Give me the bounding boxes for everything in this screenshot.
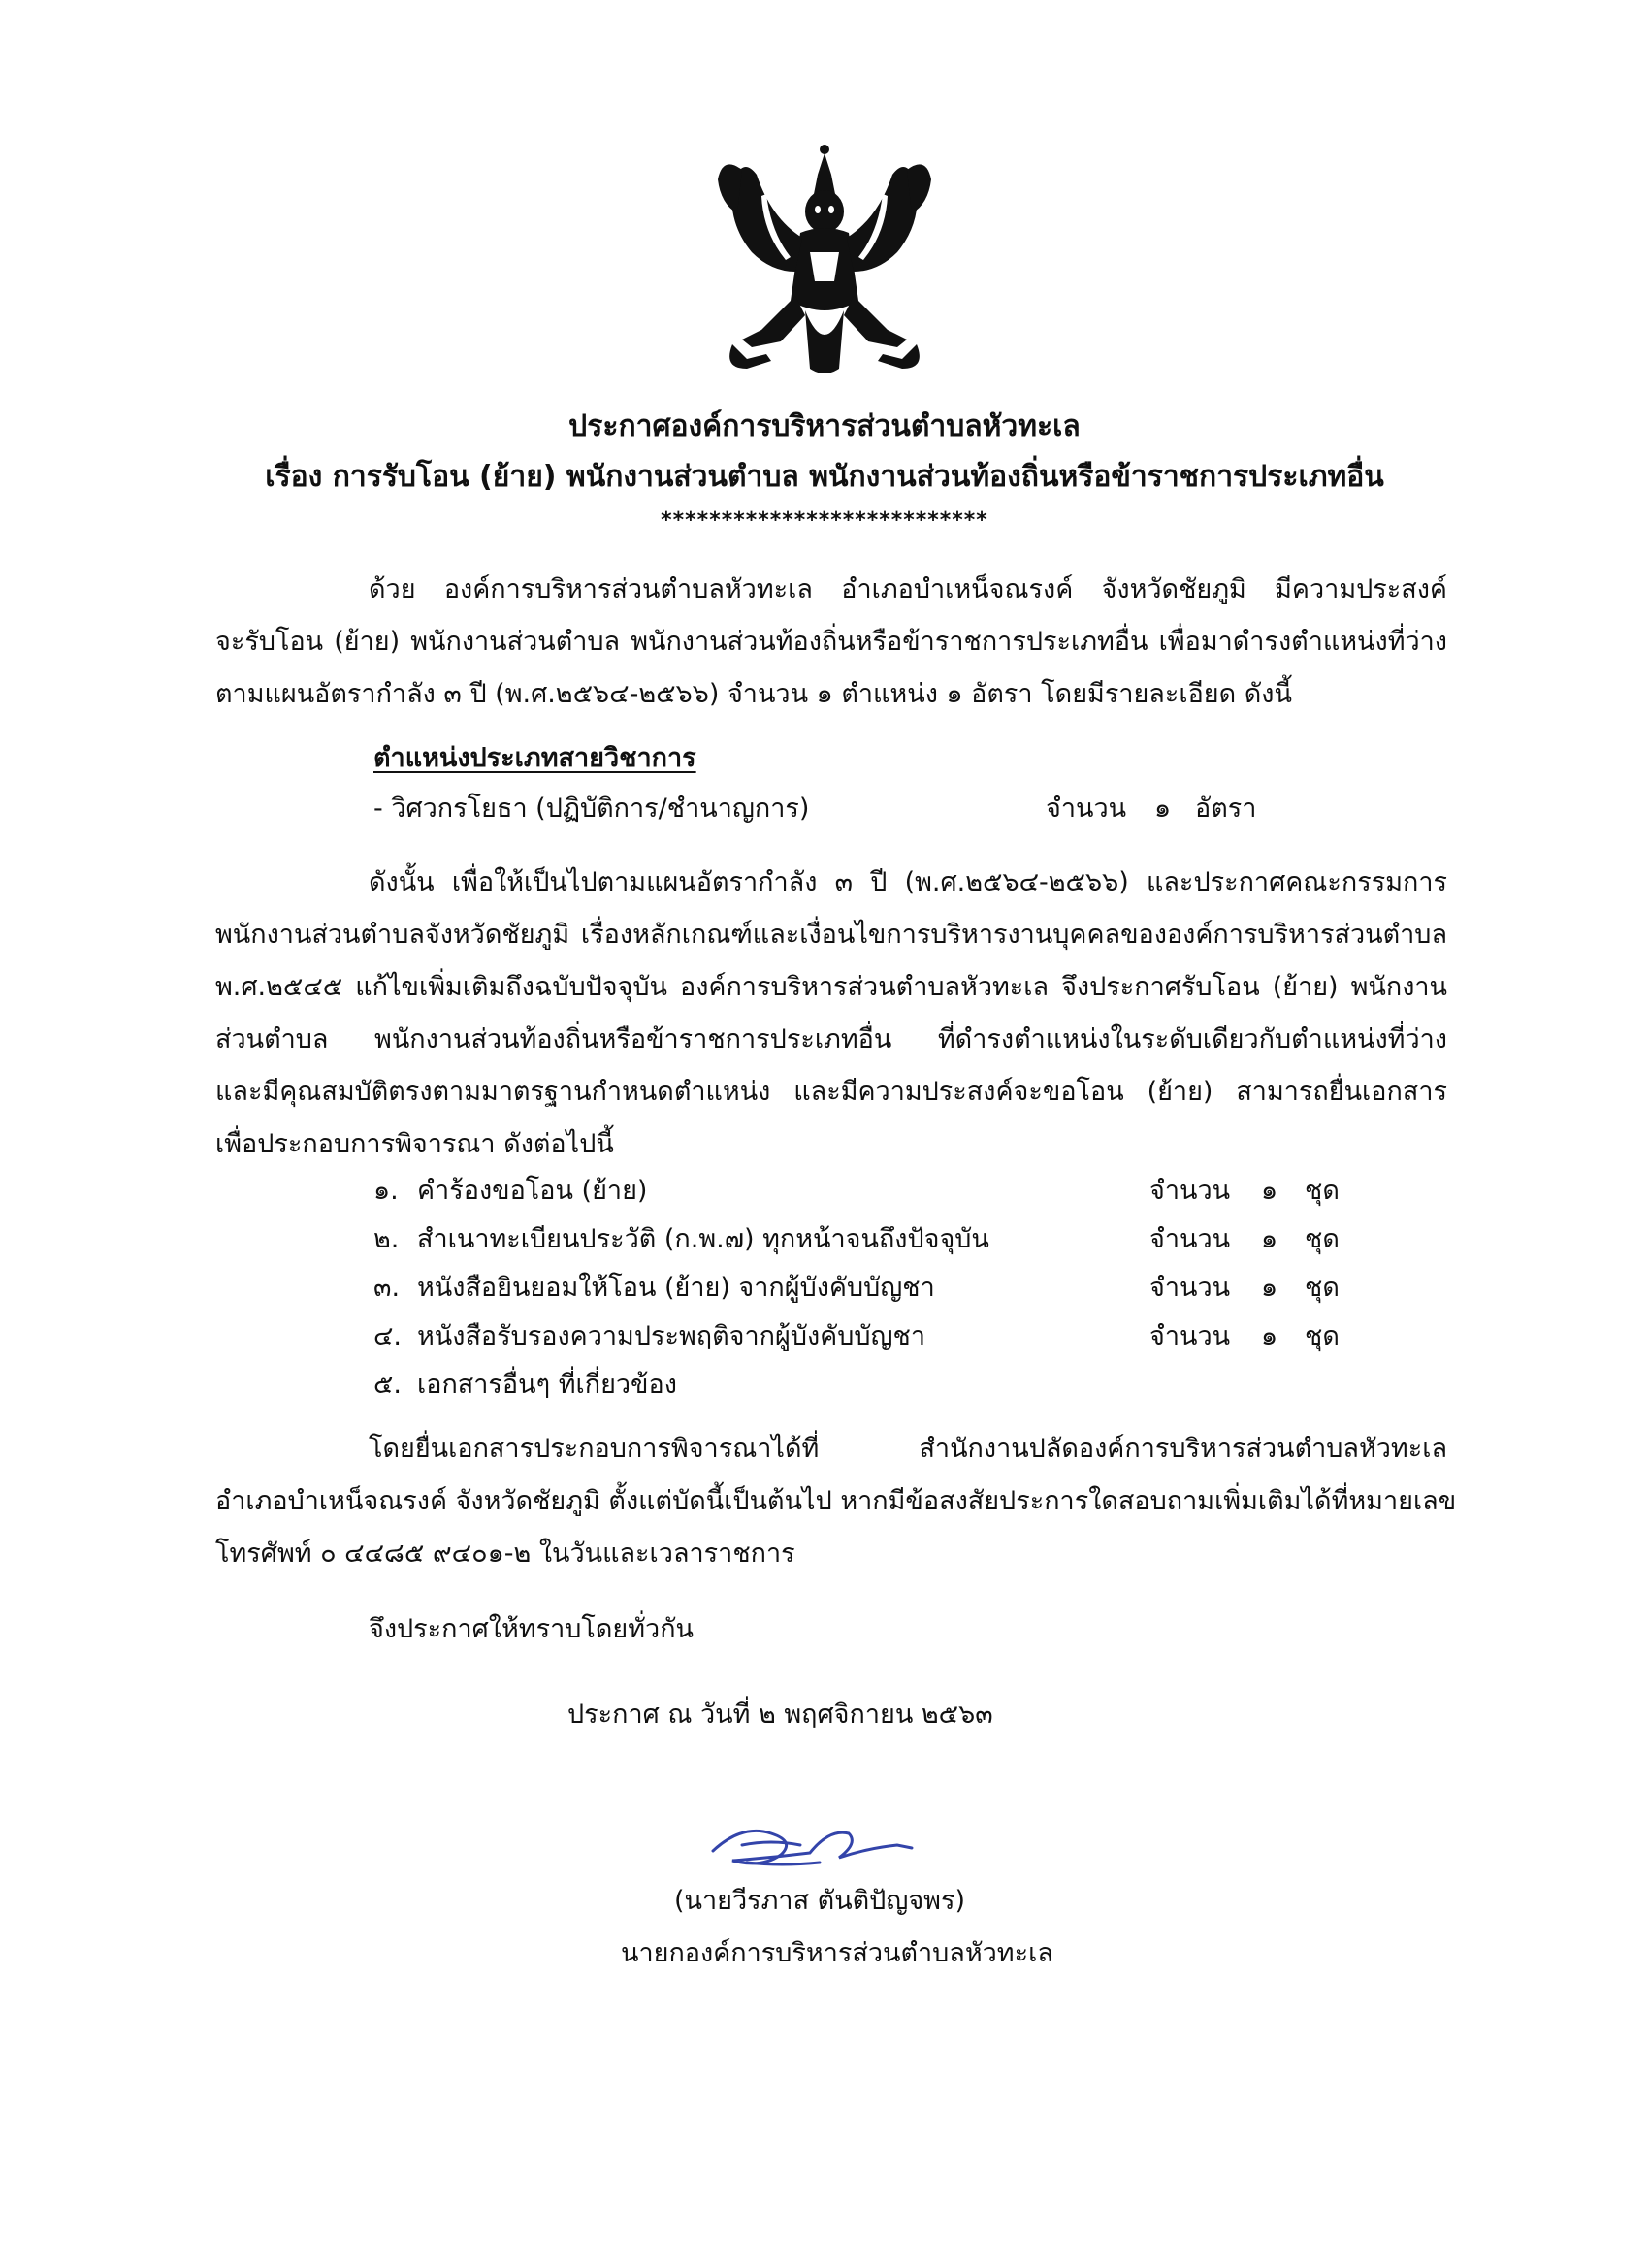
position-heading: ตำแหน่งประเภทสายวิชาการ: [373, 743, 696, 773]
position-item-label: - วิศวกรโยธา (ปฏิบัติการ/ชำนาญการ): [373, 794, 810, 824]
document-count: ๑: [1261, 1273, 1278, 1303]
closing-announcement: จึงประกาศให้ทราบโดยทั่วกัน: [369, 1614, 694, 1644]
announcement-date: ประกาศ ณ วันที่ ๒ พฤศจิกายน ๒๕๖๓: [567, 1700, 993, 1730]
garuda-emblem-icon: [713, 136, 936, 378]
body-line-5: และมีคุณสมบัติตรงตามมาตรฐานกำหนดตำแหน่ง และมีความประสงค์จะขอโอน (ย้าย) สามารถยื่นเอกสาร: [215, 1077, 1447, 1107]
body-line-1: ดังนั้น เพื่อให้เป็นไปตามแผนอัตรากำลัง ๓ ปี (พ.ศ.๒๕๖๔-๒๕๖๖) และประกาศคณะกรรมการ: [369, 867, 1447, 897]
submission-line-1: โดยยื่นเอกสารประกอบการพิจารณาได้ที่ สำนักงานปลัดองค์การบริหารส่วนตำบลหัวทะเล: [369, 1434, 1447, 1464]
document-count: ๑: [1261, 1321, 1278, 1351]
body-line-3: พ.ศ.๒๕๔๕ แก้ไขเพิ่มเติมถึงฉบับปัจจุบัน องค์การบริหารส่วนตำบลหัวทะเล จึงประกาศรับโอน (ย้าย) พนักงาน: [215, 972, 1447, 1002]
announcement-title: ประกาศองค์การบริหารส่วนตำบลหัวทะเล: [568, 409, 1081, 443]
document-count: ๑: [1261, 1176, 1278, 1206]
document-number: ๕.: [373, 1370, 403, 1400]
submission-line-3: โทรศัพท์ ๐ ๔๔๘๕ ๙๔๐๑-๒ ในวันและเวลาราชการ: [215, 1539, 795, 1569]
signature-icon: [703, 1804, 926, 1882]
title-separator: ***************************: [661, 508, 988, 533]
position-count: ๑: [1154, 794, 1172, 824]
submission-line-2: อำเภอบำเหน็จณรงค์ จังหวัดชัยภูมิ ตั้งแต่บัดนี้เป็นต้นไป หากมีข้อสงสัยประการใดสอบถามเพิ่มเติมได้ที่หมายเลข: [215, 1486, 1457, 1516]
document-text: สำเนาทะเบียนประวัติ (ก.พ.๗) ทุกหน้าจนถึงปัจจุบัน: [417, 1224, 989, 1254]
document-count-word: จำนวน: [1149, 1224, 1231, 1254]
document-text: เอกสารอื่นๆ ที่เกี่ยวข้อง: [417, 1370, 677, 1400]
document-count-word: จำนวน: [1149, 1321, 1231, 1351]
document-unit: ชุด: [1305, 1321, 1340, 1351]
document-number: ๑.: [373, 1176, 399, 1206]
body-line-6: เพื่อประกอบการพิจารณา ดังต่อไปนี้: [215, 1129, 614, 1159]
body-line-4: ส่วนตำบล พนักงานส่วนท้องถิ่นหรือข้าราชการประเภทอื่น ที่ดำรงตำแหน่งในระดับเดียวกับตำแหน่งที่ว่าง: [215, 1024, 1447, 1054]
document-unit: ชุด: [1305, 1224, 1340, 1254]
document-unit: ชุด: [1305, 1176, 1340, 1206]
position-unit: อัตรา: [1195, 794, 1257, 824]
document-number: ๓.: [373, 1273, 401, 1303]
intro-line-3: ตามแผนอัตรากำลัง ๓ ปี (พ.ศ.๒๕๖๔-๒๕๖๖) จำนวน ๑ ตำแหน่ง ๑ อัตรา โดยมีรายละเอียด ดังนี้: [215, 679, 1292, 709]
document-text: คำร้องขอโอน (ย้าย): [417, 1176, 648, 1206]
intro-line-1: ด้วย องค์การบริหารส่วนตำบลหัวทะเล อำเภอบำเหน็จณรงค์ จังหวัดชัยภูมิ มีความประสงค์: [369, 574, 1447, 604]
document-number: ๔.: [373, 1321, 403, 1351]
document-text: หนังสือยินยอมให้โอน (ย้าย) จากผู้บังคับบัญชา: [417, 1273, 935, 1303]
document-count-word: จำนวน: [1149, 1176, 1231, 1206]
document-count-word: จำนวน: [1149, 1273, 1231, 1303]
announcement-subject: เรื่อง การรับโอน (ย้าย) พนักงานส่วนตำบล พนักงานส่วนท้องถิ่นหรือข้าราชการประเภทอื่น: [265, 460, 1384, 494]
intro-line-2: จะรับโอน (ย้าย) พนักงานส่วนตำบล พนักงานส่วนท้องถิ่นหรือข้าราชการประเภทอื่น เพื่อมาดำรงตำแหน่งที่ว่าง: [215, 627, 1447, 657]
document-number: ๒.: [373, 1224, 400, 1254]
signatory-name: (นายวีรภาส ตันติปัญจพร): [674, 1886, 965, 1916]
document-text: หนังสือรับรองความประพฤติจากผู้บังคับบัญชา: [417, 1321, 925, 1351]
document-count: ๑: [1261, 1224, 1278, 1254]
signatory-position: นายกองค์การบริหารส่วนตำบลหัวทะเล: [621, 1938, 1053, 1968]
body-line-2: พนักงานส่วนตำบลจังหวัดชัยภูมิ เรื่องหลักเกณฑ์และเงื่อนไขการบริหารงานบุคคลขององค์การบริหารส่วนตำบล: [215, 920, 1447, 950]
position-count-word: จำนวน: [1046, 794, 1127, 824]
document-unit: ชุด: [1305, 1273, 1340, 1303]
